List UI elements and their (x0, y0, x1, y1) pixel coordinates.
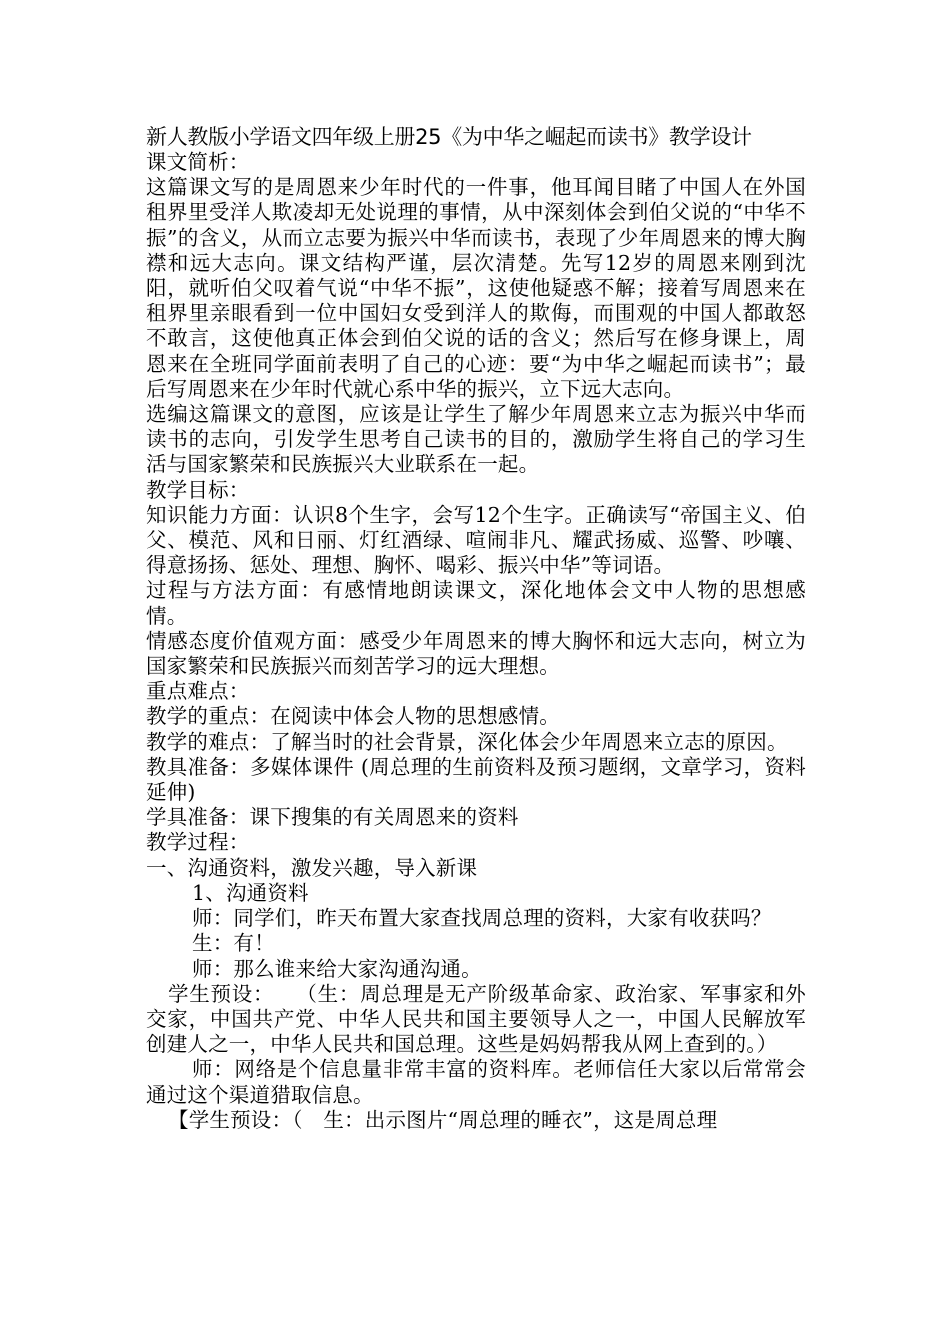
section-heading-process: 教学过程： (146, 830, 250, 855)
document-body (146, 124, 806, 1133)
step-heading-1: 一、沟通资料，激发兴趣，导入新课 (146, 855, 478, 880)
teacher-reply-paragraph: 师：网络是个信息量非常丰富的资料库。老师信任大家以后常常会通过这个渠道猎取信息。 (146, 1057, 806, 1107)
paragraph-difficulty: 教学的难点：了解当时的社会背景，深化体会少年周恩来立志的原因。 (146, 729, 788, 754)
paragraph-process-method: 过程与方法方面：有感情地朗读课文，深化地体会文中人物的思想感情。 (146, 578, 806, 628)
paragraph-knowledge-ability: 知识能力方面：认识8个生字，会写12个生字。正确读写“帝国主义、伯父、模范、风和日丽、灯红酒绿、喧闹非凡、耀武扬威、巡警、吵嚷、得意扬扬、惩处、理想、胸怀、喝彩、振兴中华”等词语。 (146, 502, 806, 578)
section-heading-analysis: 课文简析： (146, 150, 250, 174)
paragraph-learning-aids: 学具准备：课下搜集的有关周恩来的资料 (146, 805, 519, 830)
paragraph-teaching-aids: 教具准备：多媒体课件 (周总理的生前资料及预习题纲，文章学习，资料延伸) (146, 754, 806, 805)
paragraph-intent: 选编这篇课文的意图，应该是让学生了解少年周恩来立志为振兴中华而读书的志向，引发学生思考自己读书的目的，激励学生将自己的学习生活与国家繁荣和民族振兴大业联系在一起。 (146, 402, 806, 477)
student-line: 生：有！ (192, 931, 275, 956)
student-preset-paragraph: 学生预设： （生：周总理是无产阶级革命家、政治家、军事家和外交家，中国共产党、中华人民共和国主要领导人之一，中国人民解放军创建人之一，中华人民共和国总理。这些是妈妈帮我从网上查到的。） (146, 981, 806, 1057)
paragraph-key-point: 教学的重点：在阅读中体会人物的思想感情。 (146, 704, 560, 729)
teacher-line: 师：同学们，昨天布置大家查找周总理的资料，大家有收获吗？ (192, 906, 772, 931)
teacher-line: 师：那么谁来给大家沟通沟通。 (192, 956, 482, 981)
student-preset-paragraph-2: 【学生预设：（ 生：出示图片“周总理的睡衣”，这是周总理 (168, 1107, 718, 1132)
section-heading-objectives: 教学目标： (146, 477, 250, 502)
substep-exchange-materials: 1、沟通资料 (192, 880, 309, 905)
paragraph-analysis: 这篇课文写的是周恩来少年时代的一件事，他耳闻目睹了中国人在外国租界里受洋人欺凌却无处说理的事情，从中深刻体会到伯父说的“中华不振”的含义，从而立志要为振兴中华而读书，表现了少年周恩来的博大胸襟和远大志向。课文结构严谨，层次清楚。先写12岁的周恩来刚到沈阳，就听伯父叹着气说“中华不振”，这使他疑惑不解；接着写周恩来在租界里亲眼看到一位中国妇女受到洋人的欺侮，而围观的中国人都敢怒不敢言，这使他真正体会到伯父说的话的含义；然后写在修身课上，周恩来在全班同学面前表明了自己的心迹：要“为中华之崛起而读书”；最后写周恩来在少年时代就心系中华的振兴，立下远大志向。 (146, 175, 806, 401)
section-heading-key-points: 重点难点： (146, 679, 250, 704)
document-title: 新人教版小学语文四年级上册25《为中华之崛起而读书》教学设计 (146, 125, 752, 149)
paragraph-emotion-values: 情感态度价值观方面：感受少年周恩来的博大胸怀和远大志向，树立为国家繁荣和民族振兴而刻苦学习的远大理想。 (146, 628, 806, 679)
